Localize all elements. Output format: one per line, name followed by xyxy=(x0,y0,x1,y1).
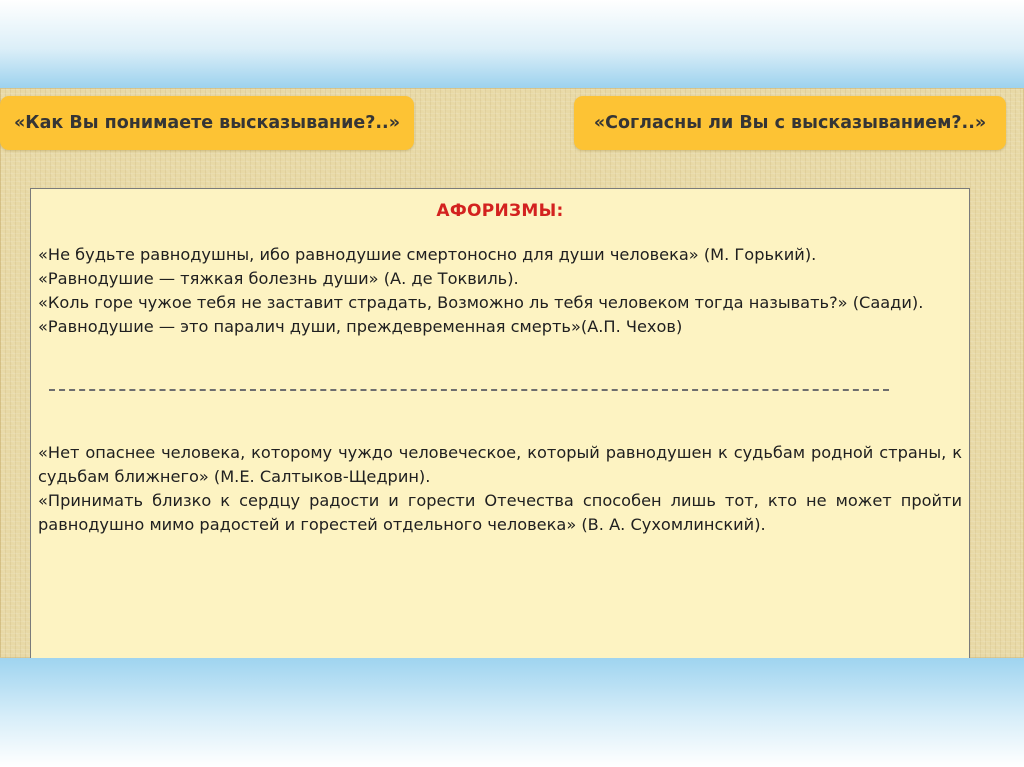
slide xyxy=(0,88,1024,658)
quote-chekhov: «Равнодушие — это паралич души, преждевременная смерть»(А.П. Чехов) xyxy=(38,317,683,336)
question-box-agreement xyxy=(574,96,1006,150)
quote-gorky: «Не будьте равнодушны, ибо равнодушие смертоносно для души человека» (М. Горький). xyxy=(38,245,817,264)
question-box-understanding xyxy=(0,96,414,150)
aphorisms-group-1 xyxy=(38,243,962,339)
quote-tocqueville: «Равнодушие — тяжкая болезнь души» (А. де Токвиль). xyxy=(38,269,519,288)
aphorisms-group-2 xyxy=(38,441,962,537)
quote-saltykov-shchedrin: «Нет опаснее человека, которому чуждо человеческое, который равнодушен к судьбам родной страны, к судьбам ближнего» (М.Е. Салтыков-Щедрин). xyxy=(38,443,962,486)
dashed-divider xyxy=(49,389,889,391)
aphorisms-panel xyxy=(30,188,970,670)
quote-sukhomlinsky: «Принимать близко к сердцу радости и горести Отечества способен лишь тот, кто не может пройти равнодушно мимо радостей и горестей отдельного человека» (В. А. Сухомлинский). xyxy=(38,491,962,534)
bottom-gradient-band xyxy=(0,658,1024,767)
aphorisms-title: АФОРИЗМЫ: xyxy=(436,201,564,221)
question-understanding-text: «Как Вы понимаете высказывание?..» xyxy=(13,113,400,133)
question-agreement-text: «Согласны ли Вы с высказыванием?..» xyxy=(593,113,987,133)
top-gradient-band xyxy=(0,0,1024,88)
quote-saadi: «Коль горе чужое тебя не заставит страдать, Возможно ль тебя человеком тогда называть?» (Саади). xyxy=(38,293,924,312)
